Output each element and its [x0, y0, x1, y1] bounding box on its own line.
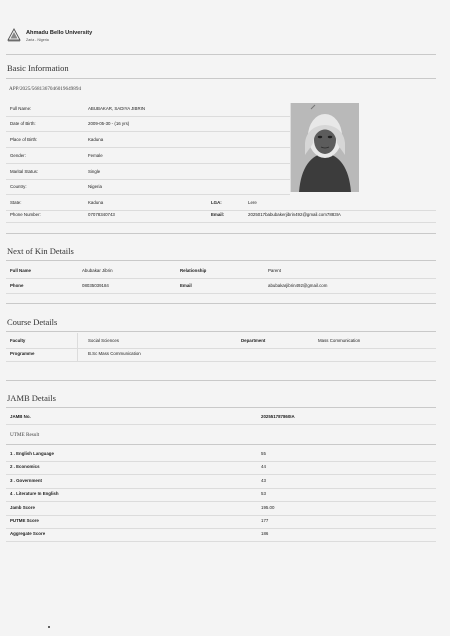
- phone-value: 07078340743: [88, 212, 115, 217]
- basic-row-fullname: [6, 101, 290, 117]
- dob-value: 2009-05-30 - (16 yrs): [88, 121, 130, 126]
- subject-score: 43: [261, 478, 266, 483]
- basic-row-dob: [6, 116, 290, 132]
- subject-score: 55: [261, 451, 266, 456]
- application-number: APP/2025/56813670460196498​94: [9, 86, 82, 92]
- aggregate-score-label: Aggregate Score: [10, 531, 46, 536]
- putme-score-value: 177: [261, 518, 269, 523]
- kin-name-label: Full Name: [10, 268, 31, 273]
- subject-score: 44: [261, 464, 266, 469]
- jamb-top-divider: [6, 380, 436, 381]
- country-value: Nigeria: [88, 184, 102, 189]
- programme-value: B.Sc Mass Communication: [88, 351, 141, 356]
- utme-divider: [6, 444, 436, 445]
- course-top-divider: [6, 303, 436, 304]
- jamb-row-number: [6, 409, 436, 425]
- header-divider: [6, 54, 436, 55]
- kin-relationship-value: Parent: [268, 268, 281, 273]
- basic-row-marital: [6, 164, 290, 180]
- page-dot: [48, 626, 50, 628]
- course-divider: [6, 331, 436, 332]
- fullname-label: Full Name:: [10, 106, 32, 111]
- subject-label: 2 . Economics: [10, 464, 40, 469]
- section-title-kin: Next of Kin Details: [7, 246, 74, 256]
- kin-name-value: Abubakar Jibrin: [82, 268, 113, 273]
- lga-value: Lere: [248, 200, 257, 205]
- jamb-no-label: JAMB No.: [10, 414, 31, 419]
- basic-row-gender: [6, 148, 290, 164]
- basic-row-country: [6, 179, 290, 195]
- kin-row-contact: [6, 278, 436, 294]
- pob-label: Place of Birth:: [10, 137, 38, 142]
- aggregate-score-value: 186: [261, 531, 269, 536]
- kin-email-label: Email: [180, 283, 192, 288]
- pob-value: Kaduna: [88, 137, 104, 142]
- state-label: State:: [10, 200, 22, 205]
- section-title-basic: Basic Information: [7, 63, 69, 73]
- course-row-programme: [6, 346, 436, 362]
- section-title-course: Course Details: [7, 317, 58, 327]
- applicant-portrait-image: [291, 103, 359, 192]
- kin-divider: [6, 260, 436, 261]
- score-row-aggregate: [6, 526, 436, 542]
- faculty-label: Faculty: [10, 338, 26, 343]
- university-name: Ahmadu Bello University: [26, 30, 93, 36]
- kin-phone-value: 08035039184: [82, 283, 109, 288]
- marital-label: Marital Status:: [10, 169, 39, 174]
- email-value: 2025017babubakerjibrin492@gmail.com7883IA: [248, 212, 341, 217]
- gender-label: Gender:: [10, 153, 26, 158]
- subject-label: 4 . Literature In English: [10, 491, 59, 496]
- university-crest-icon: [7, 28, 21, 42]
- kin-phone-label: Phone: [10, 283, 24, 288]
- kin-relationship-label: Relationship: [180, 268, 207, 273]
- faculty-value: Social Sciences: [88, 338, 119, 343]
- subject-label: 3 . Government: [10, 478, 42, 483]
- subject-score: 53: [261, 491, 266, 496]
- jamb-no-value: 202551787860IA: [261, 414, 295, 419]
- fullname-value: ABUBAKAR, SADIYA JIBRIN: [88, 106, 146, 111]
- utme-result-title: UTME Result: [10, 432, 40, 438]
- gender-value: Female: [88, 153, 103, 158]
- kin-row-name: [6, 263, 436, 279]
- kin-top-divider: [6, 233, 436, 234]
- university-location: Zaria - Nigeria: [26, 38, 49, 42]
- jamb-score-label: Jamb Score: [10, 505, 35, 510]
- phone-label: Phone Number:: [10, 212, 41, 217]
- jamb-divider: [6, 407, 436, 408]
- basic-row-phone-email: [6, 207, 436, 223]
- section-title-jamb: JAMB Details: [7, 393, 56, 403]
- state-value: Kaduna: [88, 200, 104, 205]
- dob-label: Date of Birth:: [10, 121, 36, 126]
- applicant-photo: [290, 103, 359, 192]
- country-label: Country:: [10, 184, 27, 189]
- jamb-score-value: 195.00: [261, 505, 275, 510]
- basic-row-pob: [6, 132, 290, 148]
- programme-label: Programme: [10, 351, 35, 356]
- putme-score-label: PUTME Score: [10, 518, 39, 523]
- basic-divider: [6, 78, 436, 79]
- department-label: Department: [241, 338, 266, 343]
- course-col-divider: [77, 333, 78, 361]
- email-label: Email:: [211, 212, 225, 217]
- kin-email-value: abubakarjibrin492@gmail.com: [268, 283, 328, 288]
- subject-label: 1 . English Language: [10, 451, 54, 456]
- department-value: Mass Communication: [318, 338, 361, 343]
- lga-label: LGA:: [211, 200, 222, 205]
- marital-value: Single: [88, 169, 101, 174]
